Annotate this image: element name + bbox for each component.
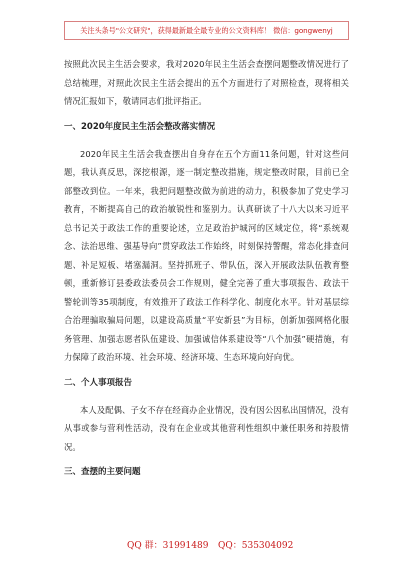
section-heading: 二、个人事项报告	[64, 377, 133, 388]
header-banner: 关注头条号"公文研究"，获得最新最全最专业的公文资料库！ 微信：gongwenyj	[64, 21, 349, 40]
qq-number-text: QQ：535304092	[218, 541, 294, 551]
section-heading: 三、查摆的主要问题	[64, 467, 141, 477]
page-footer	[0, 538, 408, 552]
section-paragraph: 本人及配偶、子女不存在经商办企业情况，没有因公因私出国情况，没有从事或参与营利性活动，没有在企业或其他营利性组织中兼任职务和持股情况。	[64, 404, 349, 452]
qq-group-text: QQ 群：31991489	[127, 541, 209, 551]
section-paragraph: 2020年民主生活会我查摆出自身存在五个方面11条问题，针对这些问题，我认真反思，深挖根源，逐一制定整改措施，规定整改时限，目前已全部整改到位。一年来，我把问题整改做为前进的动力，积极参加了党史学习教育，不断提高自己的政治敏锐性和鉴别力。认真研读了十八大以来习近平总书记关于政法工作的重要论述，立足政治护城河的区域定位，将“系统观念、法治思维、强基导向”贯穿政法工作始终，时刻保持警醒，常态化排查问题、补足短板、堵塞漏洞。坚持抓班子、带队伍，深入开展政法队伍教育整顿，重新修订县委政法委员会工作规则，健全完善了重大事项报告、政法干警轮训等35项制度，有效推开了政法工作科学化、制度化水平。针对基层综合治理骗取骗局问题，以建设高质量“平安新县”为目标，创新加强网格化服务管理、加强志愿者队伍建设、加强诚信体系建设等“八个加强”硬措施，有力保障了政治环境、社会环境、经济环境、生态环境向好向优。	[64, 148, 349, 362]
section-heading: 一、2020年度民主生活会整改落实情况	[64, 121, 216, 132]
document-body	[64, 55, 349, 490]
intro-paragraph: 按照此次民主生活会要求，我对2020年民主生活会查摆问题整改情况进行了总结梳理，对照此次民主生活会提出的五个方面进行了对照检查，现将相关情况汇报如下，敬请同志们批评指正。	[64, 59, 349, 106]
